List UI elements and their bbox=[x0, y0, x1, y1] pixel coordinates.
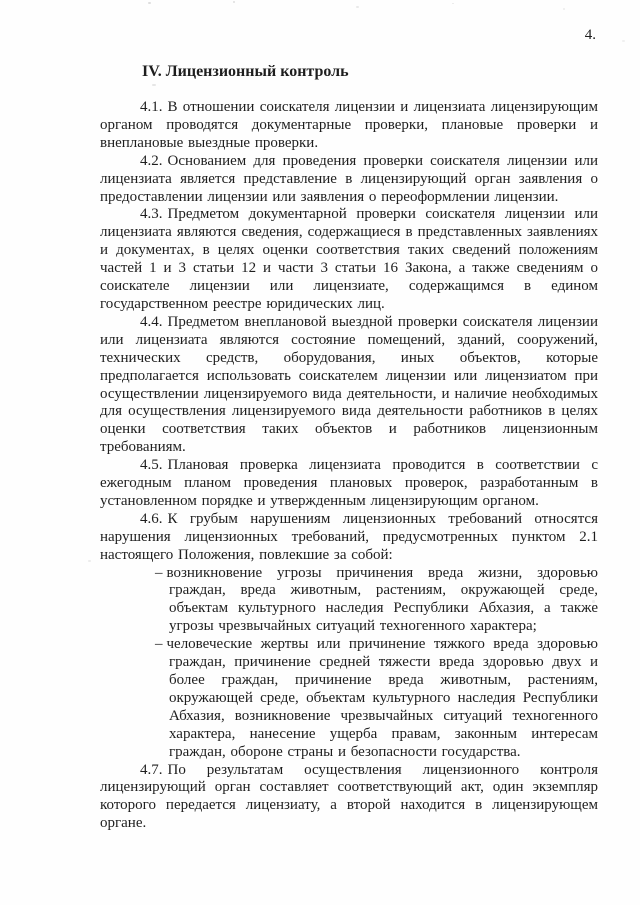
paragraph-number: 4.3. bbox=[140, 206, 163, 223]
paragraph-4-1 bbox=[100, 99, 598, 153]
document-content bbox=[100, 0, 598, 833]
section-heading: IV. Лицензионный контроль bbox=[142, 63, 349, 80]
list-item-text: возникновение угрозы причинения вреда жизни, здоровью граждан, вреда животным, растениям, окружающей среде, объектам культурного наследия Республики Абхазия, а также угрозы чрезвычайных ситуаций техногенного характера; bbox=[166, 564, 598, 635]
paragraph-4-4 bbox=[100, 314, 598, 457]
document-body bbox=[100, 99, 598, 833]
paragraph-4-7 bbox=[100, 762, 598, 834]
gross-violations-list bbox=[155, 565, 598, 762]
paragraph-text: По результатам осуществления лицензионного контроля лицензирующий орган составляет соответствующий акт, один экземпляр которого передается лицензиату, а второй находится в лицензирующем органе. bbox=[100, 761, 598, 832]
paragraph-4-2 bbox=[100, 153, 598, 207]
scan-speckle bbox=[622, 40, 625, 42]
paragraph-4-5 bbox=[100, 457, 598, 511]
paragraph-text: К грубым нарушениям лицензионных требований относятся нарушения лицензионных требований, предусмотренных пунктом 2.1 настоящего Положения, повлекшие за собой: bbox=[100, 510, 598, 563]
paragraph-text: Плановая проверка лицензиата проводится в соответствии с ежегодным планом проведения плановых проверок, разработанным в установленном порядке и утвержденным лицензирующим органом. bbox=[100, 457, 598, 509]
scan-speckle bbox=[88, 560, 91, 562]
paragraph-text: Предметом документарной проверки соискателя лицензии или лицензиата являются сведения, содержащиеся в представленных заявлениях и документах, в целях оценки соответствия таких сведений положениям частей 1 и 3 статьи 12 и части 3 статьи 16 Закона, а также сведениям о соискателе лицензии или лицензиате, содержащимся в едином государственном реестре юридических лиц. bbox=[100, 206, 598, 312]
paragraph-4-3 bbox=[100, 206, 598, 313]
paragraph-text: Основанием для проведения проверки соискателя лицензии или лицензиата является представление в лицензирующий орган заявления о предоставлении лицензии или заявления о переоформлении лицензии. bbox=[100, 152, 598, 205]
paragraph-4-6 bbox=[100, 511, 598, 565]
paragraph-number: 4.7. bbox=[140, 761, 163, 778]
paragraph-text: В отношении соискателя лицензии и лицензиата лицензирующим органом проводятся документарные проверки, плановые проверки и внеплановые выездные проверки. bbox=[100, 99, 598, 151]
list-item bbox=[155, 636, 598, 761]
paragraph-number: 4.2. bbox=[140, 152, 163, 169]
paragraph-number: 4.1. bbox=[140, 99, 163, 115]
paragraph-number: 4.6. bbox=[140, 510, 163, 527]
dash-marker: – bbox=[155, 564, 163, 581]
page-number: 4. bbox=[584, 27, 596, 43]
paragraph-number: 4.5. bbox=[140, 457, 163, 474]
paragraph-text: Предметом внеплановой выездной проверки соискателя лицензии или лицензиата являются состояние помещений, зданий, сооружений, технических средств, оборудования, иных объектов, которые предполагается использовать соискателем лицензии или лицензиатом при осуществлении лицензируемого вида деятельности, и наличие необходимых для осуществления лицензируемого вида деятельности работников в целях оценки соответствия таких объектов и работников лицензионным требованиям. bbox=[100, 313, 598, 456]
paragraph-number: 4.4. bbox=[140, 313, 163, 330]
list-item bbox=[155, 565, 598, 637]
dash-marker: – bbox=[155, 636, 163, 653]
list-item-text: человеческие жертвы или причинение тяжкого вреда здоровью граждан, причинение средней тяжести вреда здоровью двух и более граждан, причинение вреда животным, растениям, окружающей среде, объектам культурного наследия Республики Абхазия, возникновение чрезвычайных ситуаций техногенного характера, нанесение ущерба правам, законным интересам граждан, обороне страны и безопасности государства. bbox=[166, 636, 598, 760]
